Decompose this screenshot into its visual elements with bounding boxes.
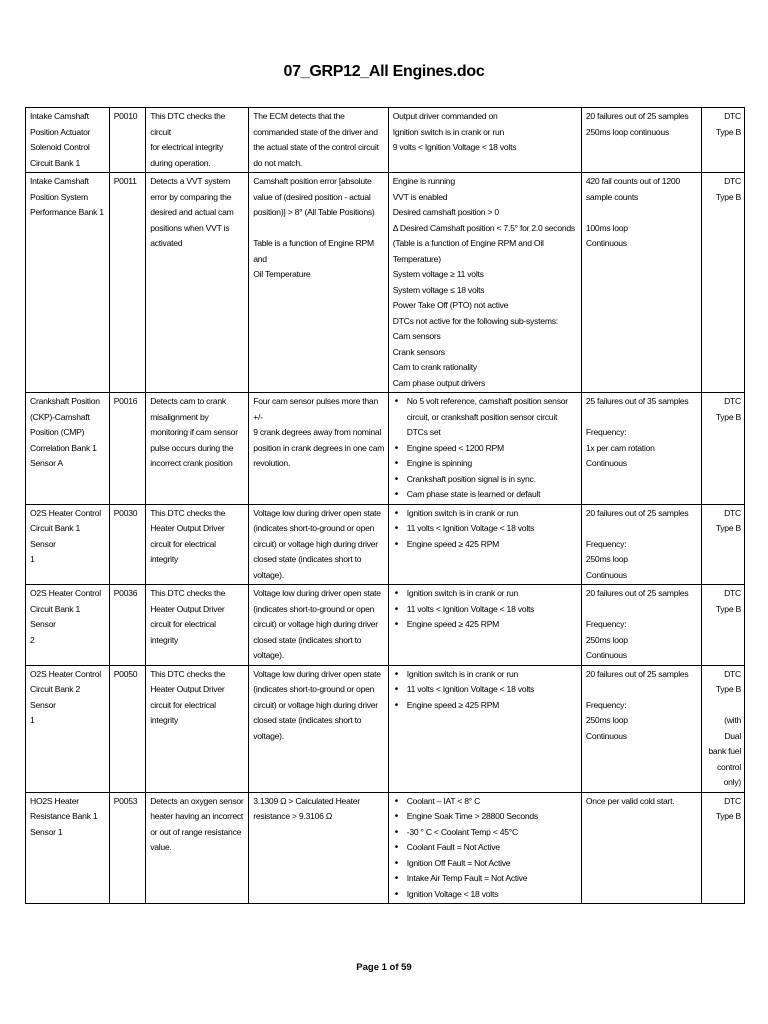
monitor-name-cell — [26, 504, 110, 585]
cell-text-line: Detects an oxygen sensor — [150, 795, 244, 806]
cell-text-line: 20 failures out of 25 samples — [585, 588, 689, 598]
cell-text-line: Resistance Bank 1 — [30, 811, 98, 821]
monitor-description-cell — [146, 393, 249, 505]
cell-text-line: Continuous — [585, 650, 627, 660]
cell-text-line: circuit for electrical — [150, 538, 216, 549]
monitor-description-cell — [146, 173, 249, 393]
enable-condition-item: • 11 volts < Ignition Voltage < 18 volts — [407, 682, 578, 698]
cell-text-line: Continuous — [585, 730, 627, 741]
cell-text-line: heater having an incorrect — [150, 811, 244, 821]
cell-text-line: Δ Desired Camshaft position < 7.5° for 2.0 seconds — [392, 222, 575, 233]
malfunction-criteria-cell — [249, 585, 389, 666]
cell-text-line: activated — [150, 238, 183, 248]
cell-text-line — [586, 521, 698, 537]
cell-text-line: P0016 — [113, 396, 138, 406]
cell-text-line: bank fuel — [708, 746, 741, 756]
cell-text-line: Output driver commanded on — [392, 111, 498, 121]
cell-text-line: Heater Output Driver — [150, 603, 225, 614]
enable-condition-item: • 11 volts < Ignition Voltage < 18 volts — [407, 602, 578, 618]
cell-text-line: This DTC checks the circuit — [150, 111, 228, 137]
cell-text-line: 250ms loop — [585, 554, 628, 564]
cell-text-line: Voltage low during driver open state — [253, 507, 381, 518]
cell-text-line: (indicates short-to-ground or open — [253, 523, 375, 533]
cell-text-line: O2S Heater Control — [30, 668, 101, 679]
cell-text-line: (indicates short-to-ground or open — [253, 684, 375, 694]
cell-text-line: voltage). — [253, 650, 284, 660]
cell-text-line: circuit) or voltage high during driver — [253, 538, 378, 549]
enable-condition-item: • 11 volts < Ignition Voltage < 18 volts — [407, 521, 578, 537]
dtc-code-cell — [109, 393, 145, 505]
cell-text-line: 9 volts < Ignition Voltage < 18 volts — [392, 142, 517, 152]
enable-condition-item: • Engine speed ≥ 425 RPM — [407, 537, 578, 553]
cell-text-line — [586, 410, 698, 426]
cell-text-line: for electrical integrity — [150, 142, 223, 152]
cell-text-line: closed state (indicates short to — [253, 554, 362, 564]
dtc-code-cell — [109, 173, 145, 393]
time-required-cell — [581, 585, 701, 666]
cell-text-line: control only) — [716, 761, 744, 787]
cell-text-line: DTC Type B — [715, 668, 743, 694]
cell-text-line: 2 — [30, 634, 35, 645]
table-row — [26, 108, 745, 173]
table-row — [26, 173, 745, 393]
cell-text-line: Voltage low during driver open state — [253, 668, 381, 679]
cell-text-line: (Table is a function of Engine RPM and Oil — [392, 238, 544, 248]
cell-text-line: Heater Output Driver — [150, 684, 225, 694]
cell-text-line: 1 — [30, 554, 35, 564]
cell-text-line: This DTC checks the — [150, 588, 226, 598]
cell-text-line: circuit for electrical — [150, 619, 216, 629]
enable-conditions-list — [393, 506, 578, 553]
cell-text-line: System voltage ≤ 18 volts — [392, 284, 485, 295]
enable-condition-item: • Ignition switch is in crank or run — [407, 506, 578, 522]
dtc-code-cell — [109, 585, 145, 666]
monitor-description-cell — [146, 792, 249, 904]
cell-text-line: This DTC checks the — [150, 668, 226, 679]
cell-text-line: circuit for electrical — [150, 699, 216, 710]
enable-condition-item: • Coolant – IAT < 8° C — [407, 794, 578, 810]
cell-text-line: DTC Type B — [715, 588, 743, 614]
cell-text-line: Continuous — [585, 238, 627, 248]
dtc-type-cell — [702, 393, 745, 505]
cell-text-line: The ECM detects that the — [253, 111, 345, 121]
time-required-cell — [581, 108, 701, 173]
monitor-description-cell — [146, 504, 249, 585]
table-row — [26, 792, 745, 904]
enable-conditions-cell — [388, 665, 581, 792]
enable-condition-item: • Engine speed ≥ 425 RPM — [407, 617, 578, 633]
cell-text-line: Circuit Bank 1 Sensor — [30, 523, 83, 549]
cell-text-line: Continuous — [585, 458, 627, 468]
dtc-type-cell — [702, 173, 745, 393]
cell-text-line: P0050 — [113, 668, 138, 679]
cell-text-line: pulse occurs during the — [150, 442, 234, 453]
cell-text-line: HO2S Heater — [30, 795, 79, 806]
dtc-table — [25, 107, 745, 904]
cell-text-line: value. — [150, 842, 172, 852]
cell-text-line: Sensor 1 — [30, 826, 63, 837]
cell-text-line: Circuit Bank 1 Sensor — [30, 603, 83, 629]
cell-text-line: Position (CMP) — [30, 427, 85, 437]
enable-conditions-list — [393, 667, 578, 714]
time-required-cell — [581, 504, 701, 585]
cell-text-line: P0036 — [113, 588, 138, 598]
cell-text-line: Table is a function of Engine RPM and — [253, 238, 377, 264]
monitor-description-cell — [146, 585, 249, 666]
cell-text-line: P0030 — [113, 507, 138, 518]
enable-condition-item: • Engine speed < 1200 RPM — [407, 441, 578, 457]
enable-condition-item: • Cam phase state is learned or default — [407, 487, 578, 503]
cell-text-line: Frequency: — [585, 538, 627, 549]
table-row — [26, 585, 745, 666]
cell-text-line: during operation. — [150, 157, 211, 168]
dtc-type-cell — [702, 792, 745, 904]
cell-text-line: 1 — [30, 715, 35, 725]
enable-condition-item: • Crankshaft position signal is in sync. — [407, 472, 578, 488]
dtc-table-body — [26, 108, 745, 904]
cell-text-line: Circuit Bank 1 — [30, 157, 80, 168]
monitor-name-cell — [26, 665, 110, 792]
cell-text-line: Sensor A — [30, 458, 63, 468]
cell-text-line: value of (desired position - actual — [253, 191, 371, 202]
cell-text-line: VVT is enabled — [392, 191, 448, 202]
cell-text-line: do not match. — [253, 157, 303, 168]
cell-text-line: Crank sensors — [392, 346, 445, 357]
table-row — [26, 665, 745, 792]
cell-text-line: misalignment by — [150, 411, 209, 422]
cell-text-line: error by comparing the — [150, 191, 232, 202]
cell-text-line: circuit) or voltage high during driver — [253, 699, 378, 710]
cell-text-line: DTC Type B — [715, 507, 743, 533]
enable-conditions-cell — [388, 393, 581, 505]
malfunction-criteria-cell — [249, 504, 389, 585]
cell-text-line: closed state (indicates short to — [253, 634, 362, 645]
table-row — [26, 393, 745, 505]
cell-text-line: Frequency: — [585, 427, 627, 437]
cell-text-line: Cam to crank rationality — [392, 362, 477, 372]
cell-text-line: DTCs not active for the following sub-systems: — [392, 315, 558, 326]
monitor-name-cell — [26, 108, 110, 173]
cell-text-line: 20 failures out of 25 samples — [585, 111, 689, 121]
cell-text-line: circuit) or voltage high during driver — [253, 619, 378, 629]
cell-text-line: 3.1309 Ω > Calculated Heater — [253, 795, 360, 806]
cell-text-line: Intake Camshaft — [30, 111, 89, 121]
cell-text-line: Camshaft position error [absolute — [253, 176, 372, 186]
cell-text-line: Intake Camshaft — [30, 176, 89, 186]
cell-text-line: Four cam sensor pulses more than +/- — [253, 396, 381, 422]
cell-text-line: Detects a VVT system — [150, 176, 231, 186]
cell-text-line: 9 crank degrees away from nominal — [253, 427, 382, 437]
enable-condition-item: • No 5 volt reference, camshaft position sensor circuit, or crankshaft position sensor circuit DTCs set — [407, 394, 578, 441]
enable-condition-item: • Engine Soak Time > 28800 Seconds — [407, 809, 578, 825]
cell-text-line: integrity — [150, 715, 179, 725]
cell-text-line: Oil Temperature — [253, 269, 311, 279]
cell-text-line: Performance Bank 1 — [30, 207, 104, 217]
cell-text-line: (CKP)-Camshaft — [30, 411, 90, 422]
enable-condition-item: • Ignition switch is in crank or run — [407, 667, 578, 683]
cell-text-line: 250ms loop — [585, 634, 628, 645]
cell-text-line: DTC Type B — [715, 396, 743, 422]
enable-conditions-list — [393, 586, 578, 633]
dtc-type-cell — [702, 585, 745, 666]
cell-text-line: (with Dual — [724, 715, 744, 741]
cell-text-line: Detects cam to crank — [150, 396, 226, 406]
time-required-cell — [581, 792, 701, 904]
cell-text-line: integrity — [150, 634, 179, 645]
cell-text-line: Continuous — [585, 569, 627, 580]
cell-text-line: 100ms loop — [585, 222, 628, 233]
cell-text-line: Cam phase output drivers — [392, 377, 486, 388]
cell-text-line: Once per valid cold start. — [585, 795, 675, 806]
cell-text-line: Desired camshaft position > 0 — [392, 207, 499, 217]
cell-text-line: Position System — [30, 191, 88, 202]
malfunction-criteria-cell — [249, 173, 389, 393]
cell-text-line: 20 failures out of 25 samples — [585, 507, 689, 518]
cell-text-line: 420 fail counts out of 1200 — [585, 176, 680, 186]
cell-text-line: DTC Type B — [715, 176, 743, 202]
monitor-name-cell — [26, 792, 110, 904]
cell-text-line: DTC Type B — [715, 795, 743, 821]
cell-text-line: resistance > 9.3106 Ω — [253, 811, 333, 821]
enable-condition-item: • Ignition switch is in crank or run — [407, 586, 578, 602]
enable-condition-item: • Intake Air Temp Fault = Not Active — [407, 871, 578, 887]
cell-text-line: 1x per cam rotation — [585, 442, 655, 453]
cell-text-line: P0011 — [113, 176, 137, 186]
enable-conditions-cell — [388, 108, 581, 173]
cell-text-line: Frequency: — [585, 699, 627, 710]
cell-text-line: voltage). — [253, 730, 284, 741]
cell-text-line: O2S Heater Control — [30, 507, 101, 518]
cell-text-line: Temperature) — [392, 253, 441, 264]
cell-text-line: Ignition switch is in crank or run — [392, 126, 505, 137]
cell-text-line: desired and actual cam — [150, 207, 234, 217]
cell-text-line: positions when VVT is — [150, 222, 230, 233]
cell-text-line: DTC Type B — [715, 111, 743, 137]
monitor-name-cell — [26, 585, 110, 666]
cell-text-line: Frequency: — [585, 619, 627, 629]
cell-text-line: O2S Heater Control — [30, 588, 101, 598]
cell-text-line: P0010 — [113, 111, 138, 121]
document-title: 07_GRP12_All Engines.doc — [283, 63, 485, 80]
cell-text-line: Correlation Bank 1 — [30, 442, 97, 453]
monitor-description-cell — [146, 108, 249, 173]
malfunction-criteria-cell — [249, 792, 389, 904]
dtc-code-cell — [109, 792, 145, 904]
enable-condition-item: • Engine is spinning — [407, 456, 578, 472]
cell-text-line: position in crank degrees in one cam — [253, 442, 385, 453]
cell-text-line — [586, 602, 698, 618]
cell-text-line: Engine is running — [392, 176, 455, 186]
cell-text-line: integrity — [150, 554, 179, 564]
cell-text-line — [586, 205, 698, 221]
dtc-code-cell — [109, 504, 145, 585]
cell-text-line: 250ms loop — [585, 715, 628, 725]
cell-text-line: This DTC checks the — [150, 507, 226, 518]
cell-text-line: (indicates short-to-ground or open — [253, 603, 375, 614]
cell-text-line: closed state (indicates short to — [253, 715, 362, 725]
malfunction-criteria-cell — [249, 393, 389, 505]
cell-text-line: or out of range resistance — [150, 826, 242, 837]
cell-text-line: revolution. — [253, 458, 291, 468]
cell-text-line: System voltage ≥ 11 volts — [392, 269, 484, 279]
cell-text-line: Circuit Bank 2 Sensor — [30, 684, 83, 710]
malfunction-criteria-cell — [249, 665, 389, 792]
cell-text-line: sample counts — [585, 191, 639, 202]
enable-condition-item: • Coolant Fault = Not Active — [407, 840, 578, 856]
cell-text-line: the actual state of the control circuit — [253, 142, 379, 152]
malfunction-criteria-cell — [249, 108, 389, 173]
cell-text-line: Heater Output Driver — [150, 523, 225, 533]
time-required-cell — [581, 665, 701, 792]
page-number: Page 1 of 59 — [356, 962, 412, 973]
enable-condition-item: • -30 ° C < Coolant Temp < 45°C — [407, 825, 578, 841]
cell-text-line: position)] > 8° (All Table Positions) — [253, 207, 375, 217]
cell-text-line: commanded state of the driver and — [253, 126, 378, 137]
time-required-cell — [581, 393, 701, 505]
cell-text-line: Cam sensors — [392, 331, 441, 341]
monitor-name-cell — [26, 173, 110, 393]
enable-conditions-cell — [388, 504, 581, 585]
table-row — [26, 504, 745, 585]
cell-text-line: 20 failures out of 25 samples — [585, 668, 689, 679]
monitor-description-cell — [146, 665, 249, 792]
cell-text-line: incorrect crank position — [150, 458, 233, 468]
dtc-type-cell — [702, 108, 745, 173]
dtc-code-cell — [109, 108, 145, 173]
cell-text-line: 25 failures out of 35 samples — [585, 396, 689, 406]
enable-conditions-cell — [388, 585, 581, 666]
cell-text-line: Voltage low during driver open state — [253, 588, 381, 598]
cell-text-line: voltage). — [253, 569, 284, 580]
dtc-code-cell — [109, 665, 145, 792]
enable-conditions-list — [393, 394, 578, 503]
cell-text-line — [706, 698, 741, 714]
cell-text-line — [586, 682, 698, 698]
enable-conditions-cell — [388, 173, 581, 393]
cell-text-line: 250ms loop continuous — [585, 126, 669, 137]
cell-text-line: Crankshaft Position — [30, 396, 100, 406]
dtc-type-cell — [702, 504, 745, 585]
cell-text-line: Power Take Off (PTO) not active — [392, 300, 509, 310]
cell-text-line: Position Actuator — [30, 126, 91, 137]
cell-text-line: P0053 — [113, 795, 138, 806]
cell-text-line: Solenoid Control — [30, 142, 90, 152]
enable-condition-item: • Engine speed ≥ 425 RPM — [407, 698, 578, 714]
cell-text-line — [253, 221, 385, 237]
monitor-name-cell — [26, 393, 110, 505]
enable-condition-item: • Ignition Voltage < 18 volts — [407, 887, 578, 903]
cell-text-line: monitoring if cam sensor — [150, 427, 238, 437]
enable-condition-item: • Ignition Off Fault = Not Active — [407, 856, 578, 872]
enable-conditions-cell — [388, 792, 581, 904]
time-required-cell — [581, 173, 701, 393]
enable-conditions-list — [393, 794, 578, 903]
dtc-type-cell — [702, 665, 745, 792]
